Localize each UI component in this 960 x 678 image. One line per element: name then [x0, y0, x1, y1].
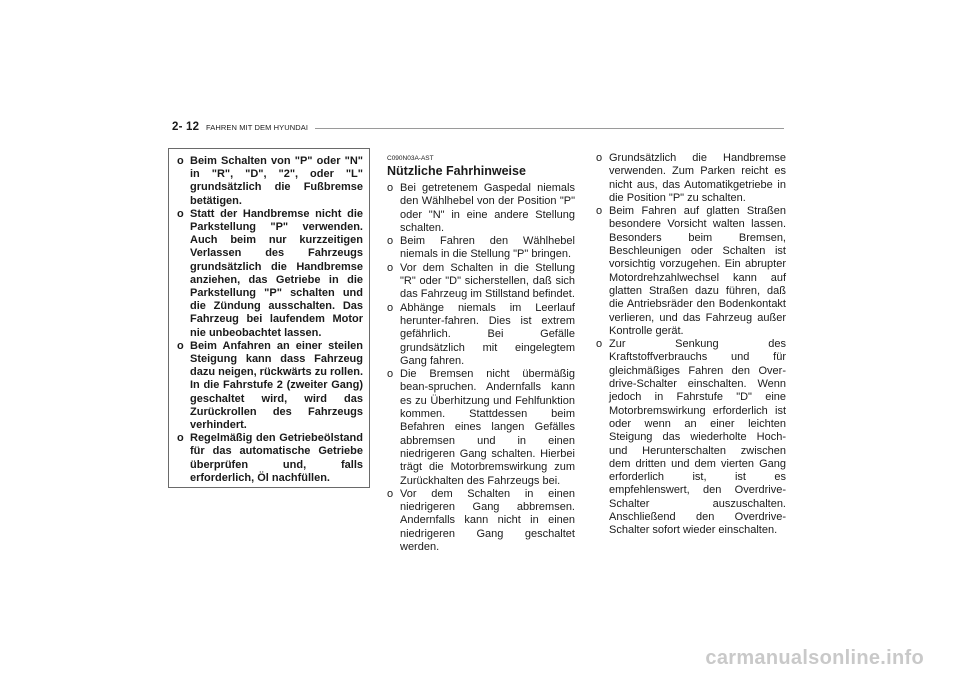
bullet-marker: o	[177, 432, 184, 445]
warning-list	[177, 155, 363, 485]
warning-item	[177, 432, 363, 485]
bullet-marker: o	[387, 235, 394, 248]
list-item	[387, 262, 575, 302]
bullet-marker: o	[177, 207, 184, 220]
warning-text: Regelmäßig den Getriebeölstand für das automatische Getriebe überprüfen und, falls erforderlich, Öl nachfüllen.	[190, 432, 363, 484]
warning-item	[177, 155, 363, 208]
bullet-marker: o	[387, 487, 394, 500]
warning-text: Beim Schalten von "P" oder "N" in "R", "D", "2", oder "L" grundsätzlich die Fußbremse betätigen.	[190, 155, 363, 207]
header-rule	[315, 128, 784, 129]
bullet-marker: o	[387, 261, 394, 274]
warning-box	[168, 148, 370, 488]
list-item	[387, 488, 575, 554]
list-item-text: Die Bremsen nicht übermäßig bean-spruchen. Andernfalls kann es zu Überhitzung und Fehlfunktion kommen. Stattdessen beim Befahren eines langen Gefälles abbremsen und in einen niedrigeren Gang schalten. Hierbei trägt die Motorbremswirkung zum Zurückhalten des Fahrzeugs bei.	[400, 368, 575, 487]
list-item-text: Abhänge niemals im Leerlauf herunter-fahren. Dies ist extrem gefährlich. Bei Gefälle grundsätzlich mit eingelegtem Gang fahren.	[400, 301, 575, 367]
warning-text: Statt der Handbremse nicht die Parkstellung "P" verwenden. Auch beim nur kurzzeitigen Verlassen des Fahrzeugs grundsätzlich die Handbremse anziehen, das Getriebe in die Parkstellung "P" schalten und die Zündung ausschalten. Das Fahrzeug bei laufendem Motor nie unbeobachtet lassen.	[190, 207, 363, 339]
list-item	[387, 302, 575, 368]
list-item-text: Beim Fahren den Wählhebel niemals in die Stellung "P" bringen.	[400, 235, 575, 261]
bullet-marker: o	[596, 205, 603, 218]
bullet-marker: o	[387, 368, 394, 381]
list-item-text: Vor dem Schalten in die Stellung "R" oder "D" sicherstellen, daß sich das Fahrzeug im Stillstand befindet.	[400, 261, 575, 301]
bullet-marker: o	[596, 338, 603, 351]
list-item-text: Beim Fahren auf glatten Straßen besondere Vorsicht walten lassen. Besonders beim Bremsen, Beschleunigen oder Schalten ist vorsichtig vorzugehen. Ein abrupter Motordrehzahlwechsel kann auf glatten Straßen dazu führen, daß die Antriebsräder den Bodenkontakt verlieren, und das Fahrzeug außer Kontrolle gerät.	[609, 205, 786, 337]
list-item	[596, 338, 786, 537]
list-item	[387, 182, 575, 235]
bullet-marker: o	[596, 152, 603, 164]
middle-column	[387, 155, 575, 554]
list-item-text: Vor dem Schalten in einen niedrigeren Gang abbremsen. Andernfalls kann nicht in einen niedrigeren Gang geschaltet werden.	[400, 487, 575, 554]
tips-list-continued	[596, 152, 786, 538]
list-item	[387, 368, 575, 488]
section-heading: Nützliche Fahrhinweise	[387, 164, 526, 178]
tips-list	[387, 182, 575, 554]
right-column	[596, 152, 786, 538]
list-item	[387, 235, 575, 262]
list-item-text: Bei getretenem Gaspedal niemals den Wählhebel von der Position "P" oder "N" in eine andere Stellung schalten.	[400, 182, 575, 234]
bullet-marker: o	[177, 155, 184, 167]
watermark: carmanualsonline.info	[705, 647, 924, 669]
list-item-text: Zur Senkung des Kraftstoffverbrauchs und für gleichmäßiges Fahren den Over-drive-Schalter einschalten. Wenn jedoch in Fahrstufe "D" eine Motorbremswirkung erforderlich ist oder wenn an einer leichten Steigung das wiederholte Hoch- und Herunterschalten zwischen dem dritten und dem vierten Gang erforderlich ist, ist es empfehlenswert, den Overdrive-Schalter auszuschalten. Anschließend den Overdrive-Schalter sofort wieder einschalten.	[609, 338, 786, 537]
warning-item	[177, 340, 363, 432]
section-code: C090N03A-AST	[387, 155, 434, 162]
list-item	[596, 152, 786, 205]
page-header	[172, 119, 784, 139]
section-title: FAHREN MIT DEM HYUNDAI	[206, 123, 309, 132]
warning-item	[177, 208, 363, 340]
warning-text: Beim Anfahren an einer steilen Steigung kann dass Fahrzeug dazu neigen, rückwärts zu rollen. In die Fahrstufe 2 (zweiter Gang) geschaltet wird, wird das Zurückrollen des Fahrzeugs verhindert.	[190, 339, 363, 432]
list-item-text: Grundsätzlich die Handbremse verwenden. Zum Parken reicht es nicht aus, das Automatikgetriebe in die Position "P" zu schalten.	[609, 152, 786, 204]
page-number: 2- 12	[172, 121, 200, 133]
bullet-marker: o	[387, 182, 394, 194]
bullet-marker: o	[177, 339, 184, 352]
bullet-marker: o	[387, 301, 394, 314]
list-item	[596, 205, 786, 338]
